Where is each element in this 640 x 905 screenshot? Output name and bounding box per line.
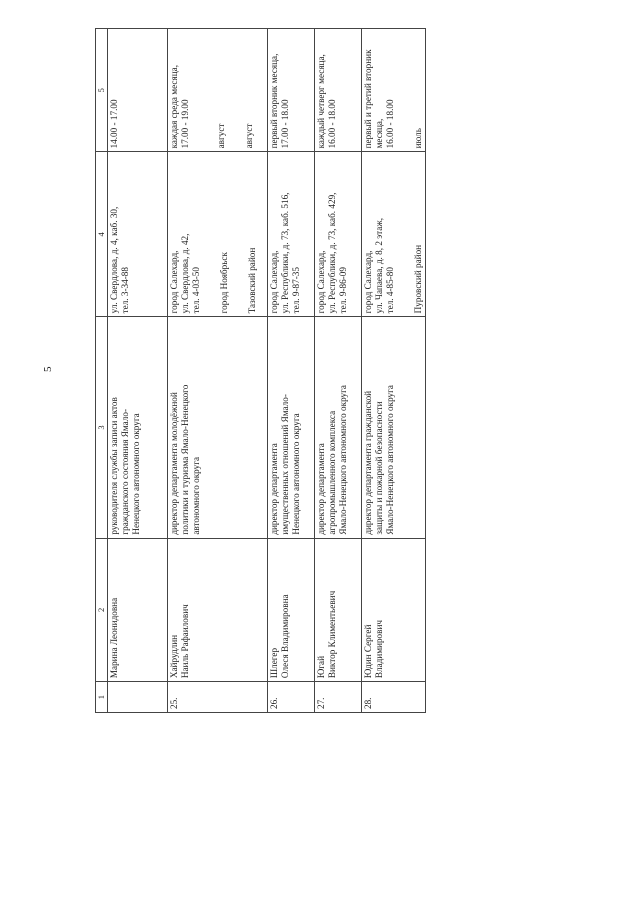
address-cell xyxy=(108,152,168,317)
position-title-cell xyxy=(362,317,426,538)
position-title-line: агропромышленного комплекса xyxy=(327,410,338,535)
position-title-line: директор департамента молодёжной xyxy=(169,392,179,535)
person-name-line: Шлегер xyxy=(269,647,279,679)
position-title-line: руководителя службы записи актов xyxy=(109,397,119,535)
position-title-line: защиты и пожарной безопасности xyxy=(374,401,385,535)
address-line: тел. 4-85-80 xyxy=(385,267,396,314)
address-line: город Салехард, xyxy=(363,250,373,314)
address-line: тел. 4-03-50 xyxy=(191,267,202,314)
person-name-cell xyxy=(268,538,315,682)
position-title-cell xyxy=(168,317,268,538)
position-title-line: директор департамента гражданской xyxy=(363,390,373,535)
address-line xyxy=(397,155,405,313)
row-number: 28. xyxy=(363,697,373,709)
address-line xyxy=(203,155,211,313)
position-title-cell xyxy=(315,317,362,538)
reception-schedule-table xyxy=(95,28,426,713)
reception-schedule-cell xyxy=(168,29,268,152)
reception-schedule-cell xyxy=(268,29,315,152)
position-title-line: Ямало-Ненецкого автономного округа xyxy=(385,385,396,535)
row-number: 27. xyxy=(316,697,326,709)
person-name-line: Наиль Рафаилович xyxy=(180,604,191,679)
reception-schedule-line xyxy=(227,32,235,148)
reception-schedule-line: 17.00 - 19.00 xyxy=(180,99,191,149)
address-line: город Салехард, xyxy=(269,250,279,314)
address-line: ул. Республики, д. 73, каб. 429, xyxy=(327,192,338,314)
header-row xyxy=(96,29,108,713)
table-row xyxy=(168,29,268,713)
row-number-cell xyxy=(168,682,268,713)
reception-schedule-line: август xyxy=(216,123,227,149)
position-title-line: директор департамента xyxy=(269,443,279,535)
reception-schedule-line: 16.00 - 18.00 xyxy=(327,99,338,149)
address-line: город Салехард, xyxy=(316,250,326,314)
row-number-cell xyxy=(362,682,426,713)
row-number-cell xyxy=(268,682,315,713)
address-cell xyxy=(168,152,268,317)
reception-schedule-line xyxy=(191,32,199,148)
reception-schedule-line: первый и третий вторник xyxy=(363,49,373,149)
address-line: ул. Чапаева, д. 8, 2 этаж, xyxy=(374,217,385,314)
address-line: тел. 9-86-09 xyxy=(338,267,349,314)
reception-schedule-line: август xyxy=(243,123,254,149)
person-name-line: Олеся Владимировна xyxy=(280,594,291,679)
address-line: Тазовский район xyxy=(246,247,257,314)
address-line xyxy=(211,155,219,313)
reception-schedule-line xyxy=(397,32,405,148)
row-number-cell xyxy=(315,682,362,713)
table-row xyxy=(268,29,315,713)
table-row xyxy=(362,29,426,713)
table-row xyxy=(315,29,362,713)
reception-schedule-cell xyxy=(108,29,168,152)
person-name-cell xyxy=(108,538,168,682)
table-body xyxy=(96,29,426,713)
position-title-line: гражданского состояния Ямало- xyxy=(120,408,131,535)
position-title-line: автономного округа xyxy=(191,456,202,535)
column-header: 1 xyxy=(96,682,108,713)
reception-schedule-line: первый вторник месяца, xyxy=(269,53,279,149)
position-title-cell xyxy=(268,317,315,538)
person-name-line: Владимирович xyxy=(374,619,385,679)
person-name-line: Марина Леонидовна xyxy=(109,597,119,679)
column-header: 2 xyxy=(96,538,108,682)
row-number: 25. xyxy=(169,697,179,709)
address-cell xyxy=(268,152,315,317)
reception-schedule-line: 17.00 - 18.00 xyxy=(280,99,291,149)
page-number: 5 xyxy=(42,366,54,372)
person-name-cell xyxy=(315,538,362,682)
reception-schedule-line: 16.00 - 18.00 xyxy=(385,99,396,149)
person-name-cell xyxy=(362,538,426,682)
reception-schedule-line xyxy=(200,32,208,148)
address-line xyxy=(405,155,413,313)
reception-schedule-line: июль xyxy=(413,128,424,149)
reception-schedule-line: месяца, xyxy=(374,118,385,149)
reception-schedule-line xyxy=(236,32,244,148)
rotated-table-container xyxy=(95,28,424,713)
reception-schedule-line: каждый четверг месяца, xyxy=(316,54,326,149)
position-title-line: Ненецкого автономного округа xyxy=(131,413,142,535)
position-title-line: политики и туризма Ямало-Ненецкого xyxy=(180,384,191,535)
position-title-line: имущественных отношений Ямало- xyxy=(280,394,291,535)
row-number-cell xyxy=(108,682,168,713)
position-title-line: Ненецкого автономного округа xyxy=(291,413,302,535)
address-line: город Салехард, xyxy=(169,250,179,314)
person-name-line: Юдин Сергей xyxy=(363,624,373,679)
address-cell xyxy=(315,152,362,317)
person-name-line: Хайрудлин xyxy=(169,634,179,679)
row-number: 26. xyxy=(269,697,279,709)
column-header: 5 xyxy=(96,29,108,152)
person-name-line: Югай xyxy=(316,655,326,679)
reception-schedule-line: каждая среда месяца, xyxy=(169,65,179,149)
reception-schedule-line xyxy=(405,32,413,148)
address-line: ул. Свердлова, д. 42, xyxy=(180,233,191,314)
address-line: город Ноябрьск xyxy=(219,252,230,314)
address-line: ул. Республики, д. 73, каб. 516, xyxy=(280,192,291,314)
address-line: тел. 9-87-35 xyxy=(291,267,302,314)
column-header: 4 xyxy=(96,152,108,317)
person-name-cell xyxy=(168,538,268,682)
position-title-line: Ямало-Ненецкого автономного округа xyxy=(338,385,349,535)
address-line xyxy=(239,155,247,313)
reception-schedule-cell xyxy=(362,29,426,152)
position-title-line: директор департамента xyxy=(316,443,326,535)
address-line: Пуровский район xyxy=(413,244,424,314)
address-line xyxy=(230,155,238,313)
address-cell xyxy=(362,152,426,317)
table-row xyxy=(108,29,168,713)
position-title-cell xyxy=(108,317,168,538)
person-name-line: Виктор Климентьевич xyxy=(327,590,338,679)
reception-schedule-cell xyxy=(315,29,362,152)
address-line: ул. Свердлова, д. 4, каб. 30, xyxy=(109,206,119,314)
reception-schedule-line: 14.00 - 17.00 xyxy=(109,99,119,149)
column-header: 3 xyxy=(96,317,108,538)
address-line: тел. 3-34-88 xyxy=(120,267,131,314)
reception-schedule-line xyxy=(208,32,216,148)
